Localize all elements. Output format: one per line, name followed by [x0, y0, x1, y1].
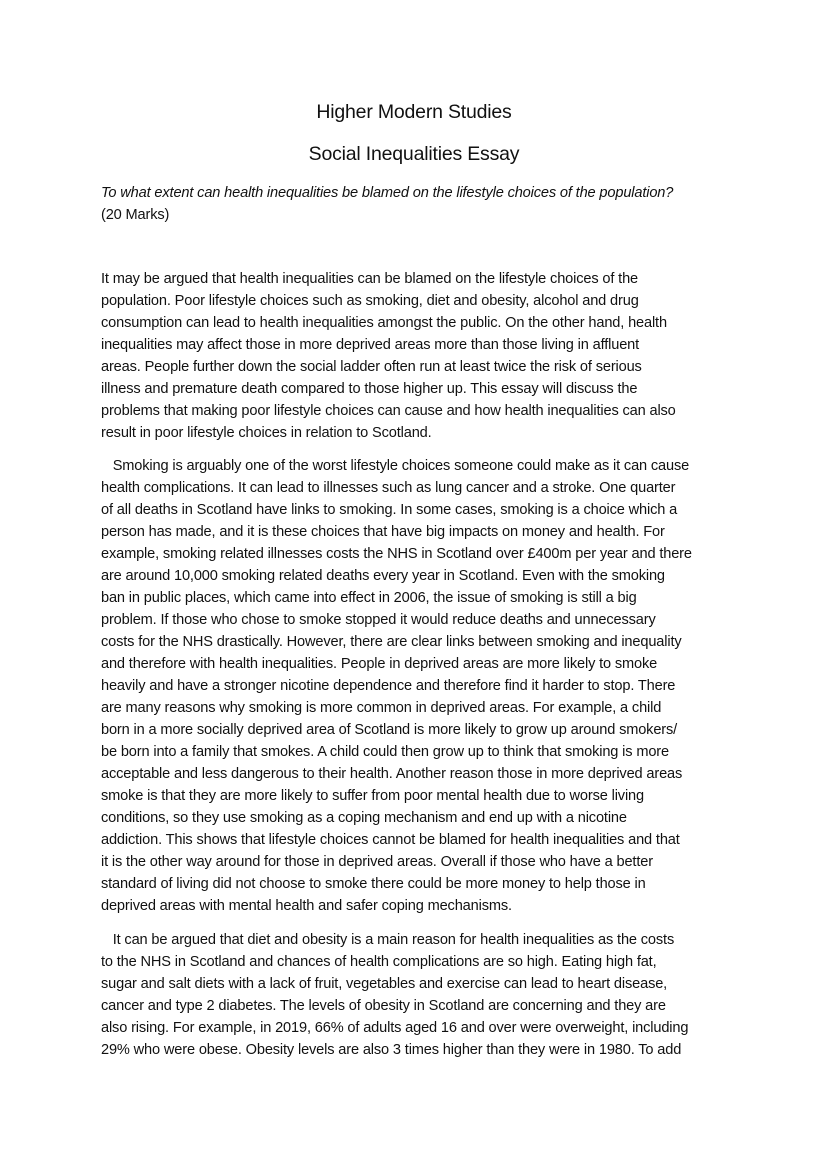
text-line: health complications. It can lead to illnesses such as lung cancer and a stroke. One quarter	[101, 480, 676, 496]
text-line: problem. If those who chose to smoke stopped it would reduce deaths and unnecessary	[101, 612, 656, 628]
text-line: be born into a family that smokes. A child could then grow up to think that smoking is more	[101, 744, 669, 760]
text-line: of all deaths in Scotland have links to smoking. In some cases, smoking is a choice which a	[101, 502, 678, 518]
text-line: result in poor lifestyle choices in relation to Scotland.	[101, 425, 432, 441]
text-line: standard of living did not choose to smoke there could be more money to help those in	[101, 876, 646, 892]
text-line: areas. People further down the social ladder often run at least twice the risk of serious	[101, 359, 642, 375]
text-line: consumption can lead to health inequalities amongst the public. On the other hand, health	[101, 315, 667, 331]
text-line: person has made, and it is these choices that have big impacts on money and health. For	[101, 524, 665, 540]
text-line: costs for the NHS drastically. However, there are clear links between smoking and inequality	[101, 634, 682, 650]
text-line: It may be argued that health inequalities can be blamed on the lifestyle choices of the	[101, 271, 638, 287]
text-line: heavily and have a stronger nicotine dependence and therefore find it harder to stop. There	[101, 678, 676, 694]
text-line: sugar and salt diets with a lack of fruit, vegetables and exercise can lead to heart disease,	[101, 976, 668, 992]
text-line: cancer and type 2 diabetes. The levels of obesity in Scotland are concerning and they are	[101, 998, 666, 1014]
text-line: deprived areas with mental health and safer coping mechanisms.	[101, 898, 512, 914]
document-title: Higher Modern Studies	[316, 101, 512, 123]
text-line: to the NHS in Scotland and chances of health complications are so high. Eating high fat,	[101, 954, 657, 970]
text-line: example, smoking related illnesses costs the NHS in Scotland over £400m per year and there	[101, 546, 692, 562]
text-line: 29% who were obese. Obesity levels are also 3 times higher than they were in 1980. To add	[101, 1042, 682, 1058]
text-line: It can be argued that diet and obesity is a main reason for health inequalities as the costs	[101, 932, 675, 948]
text-line: are many reasons why smoking is more common in deprived areas. For example, a child	[101, 700, 662, 716]
text-line: are around 10,000 smoking related deaths every year in Scotland. Even with the smoking	[101, 568, 665, 584]
text-line: inequalities may affect those in more deprived areas more than those living in affluent	[101, 337, 640, 353]
paragraph-diet-obesity	[101, 929, 741, 1061]
text-line: also rising. For example, in 2019, 66% of adults aged 16 and over were overweight, including	[101, 1020, 689, 1036]
text-line: born in a more socially deprived area of Scotland is more likely to grow up around smokers/	[101, 722, 678, 738]
text-line: ban in public places, which came into effect in 2006, the issue of smoking is still a big	[101, 590, 637, 606]
text-line: and therefore with health inequalities. People in deprived areas are more likely to smoke	[101, 656, 658, 672]
paragraph-introduction	[101, 268, 741, 444]
text-line: problems that making poor lifestyle choices can cause and how health inequalities can also	[101, 403, 676, 419]
text-line: addiction. This shows that lifestyle choices cannot be blamed for health inequalities and that	[101, 832, 680, 848]
essay-question-block	[101, 182, 741, 226]
text-line: Smoking is arguably one of the worst lifestyle choices someone could make as it can cause	[101, 458, 690, 474]
text-line: population. Poor lifestyle choices such as smoking, diet and obesity, alcohol and drug	[101, 293, 639, 309]
document-subtitle: Social Inequalities Essay	[308, 143, 520, 165]
text-line: acceptable and less dangerous to their health. Another reason those in more deprived areas	[101, 766, 683, 782]
text-line: it is the other way around for those in deprived areas. Overall if those who have a better	[101, 854, 653, 870]
paragraph-smoking	[101, 455, 741, 917]
text-line: illness and premature death compared to those higher up. This essay will discuss the	[101, 381, 638, 397]
essay-marks: (20 Marks)	[101, 207, 170, 223]
text-line: conditions, so they use smoking as a coping mechanism and end up with a nicotine	[101, 810, 627, 826]
essay-question: To what extent can health inequalities be blamed on the lifestyle choices of the population?	[101, 185, 674, 201]
text-line: smoke is that they are more likely to suffer from poor mental health due to worse living	[101, 788, 644, 804]
